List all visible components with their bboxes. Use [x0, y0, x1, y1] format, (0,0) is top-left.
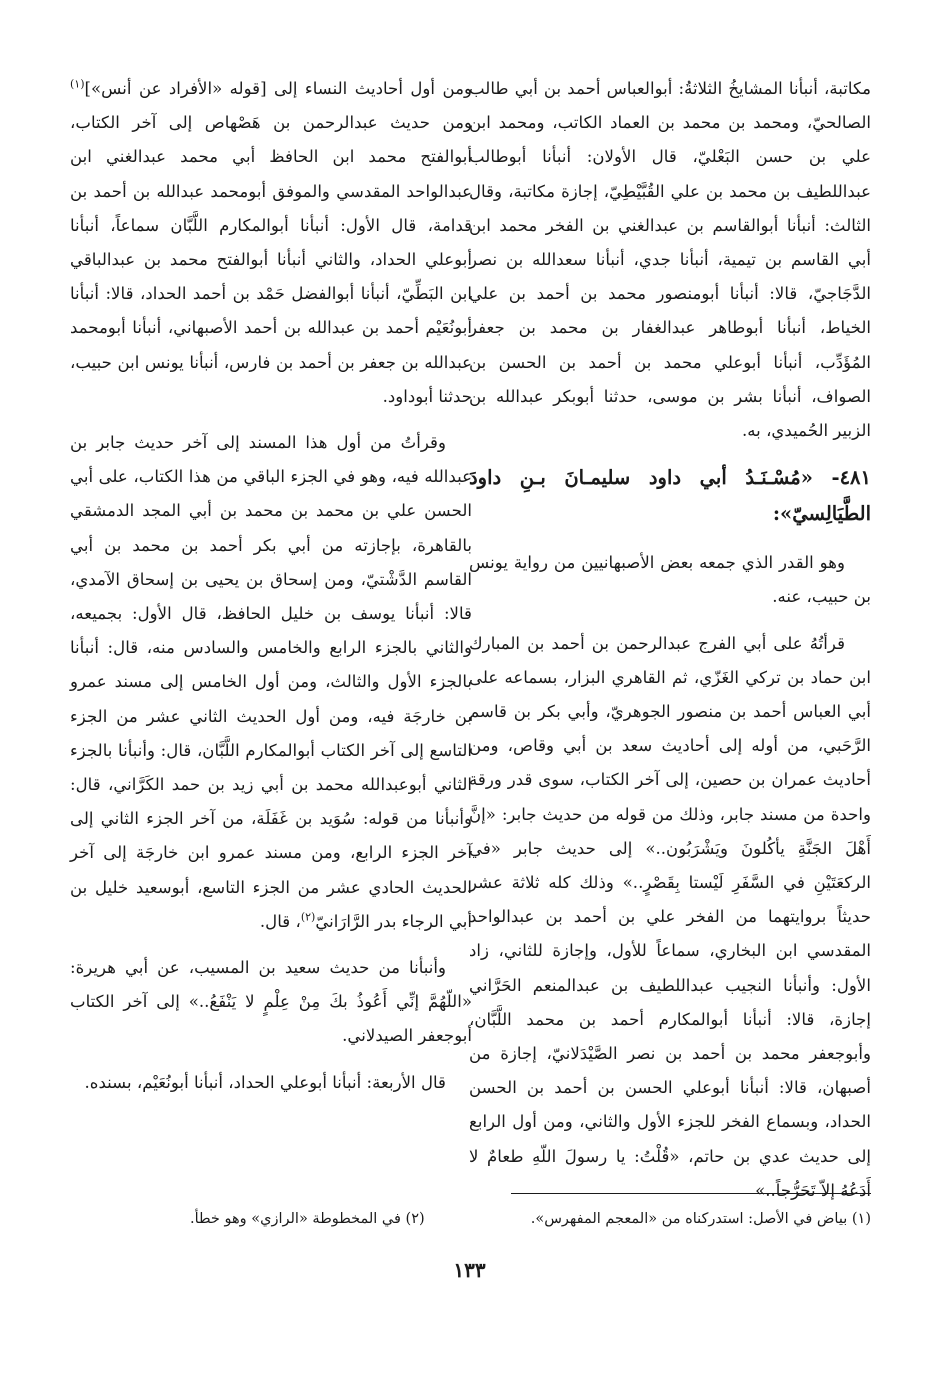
right-column	[469, 72, 871, 1220]
section-number: ٤٨١-	[831, 466, 871, 490]
footnote-1: (١) بياض في الأصل: استدركناه من «المعجم المفهرس».	[530, 1211, 871, 1227]
footnote-divider	[511, 1193, 871, 1194]
left-paragraph-1	[70, 72, 472, 414]
section-title: «مُسْـنَـدُ أبي داود سليمـانَ بـنِ داودَ الطَّيَالِسيّ»:	[469, 466, 871, 526]
page-number: ١٣٣	[453, 1258, 486, 1282]
footnote-ref-1: (١)	[70, 77, 85, 91]
left-column	[70, 72, 472, 1112]
footnote-2: (٢) في المخطوطة «الرازي» وهو خطأ.	[190, 1211, 425, 1227]
left-paragraph-2	[70, 426, 472, 939]
left-paragraph-3: وأنبأنا من حديث سعيد بن المسيب، عن أبي هريرة: «اللّهُمَّ إنِّي أَعُوذُ بكَ مِنْ عِلْمٍ لا يَنْفَعُ..» إلى آخر الكتاب أبوجعفر الصيدلاني.	[70, 958, 472, 1046]
left-paragraph-1-rest: ومن حديث عبدالرحمن بن هَصْهاص إلى آخر الكتاب، أبوالفتح محمد ابن الحافظ أبي محمد عبدالغني ابن عبدالواحد المقدسي والموفق أبومحمد عبدالله بن أحمد بن قدامة، قال الأول: أنبأنا أبوالمكارم اللَّبَّان سماعاً، أنبأنا أبوعلي الحداد، والثاني أنبأنا أبوالفتح محمد بن عبدالباقي ابن البَطِّيّ، أنبأنا أبوالفضل حَمْد بن أحمد الحداد، قالا: أنبأنا أبونُعَيْم أحمد بن عبدالله بن أحمد الأصبهاني، أنبأنا أبومحمد عبدالله بن جعفر بن أحمد بن فارس، أنبأنا يونس ابن حبيب، حدثنا أبوداود.	[70, 113, 472, 406]
left-paragraph-1-start: ومن أول أحاديث النساء إلى [قوله «الأفراد عن أنس»]	[84, 79, 472, 98]
left-paragraph-2-rest: ، قال.	[259, 911, 301, 931]
right-paragraph-3: قرأتُهُ على أبي الفرج عبدالرحمن بن أحمد بن المبارك ابن حماد بن تركي الغَزّي، ثم القاهري البزار، بسماعه على أبي العباس أحمد بن منصور الجوهريّ، وأبي بكر بن قاسم الرَّحَبي، من أوله إلى أحاديث سعد بن أبي وقاص، ومن أحاديث عمران بن حصين، إلى آخر الكتاب، سوى قدر ورقة واحدة من مسند جابر، وذلك من قوله من حديث جابر: «إنَّ أَهْلَ الجَنَّةِ يأكُلونَ ويَشْرَبُون..» إلى حديث جابر «في الركعَتَيْنِ في السَّفَرِ لَيْستا بِقَصْرٍ..» وذلك كله ثلاثة عشر حديثاً بروايتهما من الفخر علي بن أحمد بن عبدالواحد المقدسي ابن البخاري، سماعاً للأول، وإجازة للثاني، زاد الأول: وأنبأنا النجيب عبداللطيف بن عبدالمنعم الحَرَّاني إجازة، قالا: أنبأنا أبوالمكارم أحمد بن محمد اللَّبَّان، وأبوجعفر محمد بن أحمد بن نصر الصَّيْدَلانيّ، إجازة من أصبهان، قالا: أنبأنا أبوعلي الحسن بن أحمد بن الحسن الحداد، وبسماع الفخر للجزء الأول والثاني، ومن أول الرابع إلى حديث عدي بن حاتم، «قُلْتُ: يا رسولَ اللّهِ طعامٌ لا أَدَعُهُ إلاّ تَحَرُّجاً..»	[469, 633, 871, 1200]
left-paragraph-2-start: وقرأتُ من أول هذا المسند إلى آخر حديث جابر بن عبدالله فيه، وهو في الجزء الباقي من هذا الكتاب، على أبي الحسن علي بن محمد بن محمد بن أبي المجد الدمشقي بالقاهرة، بإجازته من أبي بكر أحمد بن محمد بن أبي القاسم الدَّشْتيّ، ومن إسحاق بن يحيى بن إسحاق الآمدي، قالا: أنبأنا يوسف بن خليل الحافظ، قال الأول: بجميعه، والثاني بالجزء الرابع والخامس والسادس منه، قال: أنبأنا بالجزء الأول والثالث، ومن أول الخامس إلى مسند عمرو بن خارجَة فيه، ومن أول الحديث الثاني عشر من الجزء التاسع إلى آخر الكتاب أبوالمكارم اللَّبَّان، قال: وأنبأنا بالجزء الثاني أبوعبدالله محمد بن أبي زيد بن حمد الكَرَّاني، قال: وأنبأنا من قوله: سُوَيد بن غَفَلَة، من آخر الجزء الثاني إلى آخر الجزء الرابع، ومن مسند عمرو ابن خارجَة إلى آخر الحديث الحادي عشر من الجزء التاسع، أبوسعيد خليل بن أبي الرجاء بدر الرَّارَانيّ	[70, 433, 472, 931]
footnote-ref-2: (٢)	[300, 910, 316, 924]
right-paragraph-1: مكاتبة، أنبأنا المشايخُ الثلاثةُ: أبوالعباس أحمد بن أبي طالب الصالحيّ، ومحمد بن محمد بن العماد الكاتب، ومحمد ابن علي بن حسن البَعْليّ، قال الأولان: أنبأنا أبوطالب عبداللطيف بن محمد بن علي القُبَّيْطِيّ، إجازة مكاتبة، وقال الثالث: أنبأنا أبوالقاسم بن عبدالغني بن الفخر محمد ابن أبي القاسم بن تيمية، أنبأنا جدي، أنبأنا سعدالله بن نصر الدَّجَاجيّ، قالا: أنبأنا أبومنصور محمد بن أحمد بن علي الخياط، أنبأنا أبوطاهر عبدالغفار بن محمد بن جعفر المُؤَدِّب، أنبأنا أبوعلي محمد بن أحمد بن الحسن بن الصواف، أنبأنا بشر بن موسى، حدثنا أبوبكر عبدالله بن الزبير الحُميدي، به.	[469, 79, 871, 441]
section-heading	[469, 460, 871, 532]
right-paragraph-2: وهو القدر الذي جمعه بعض الأصبهانيين من رواية يونس بن حبيب، عنه.	[469, 553, 871, 607]
left-paragraph-4: قال الأربعة: أنبأنا أبوعلي الحداد، أنبأنا أبونُعَيْم، بسنده.	[84, 1072, 446, 1092]
